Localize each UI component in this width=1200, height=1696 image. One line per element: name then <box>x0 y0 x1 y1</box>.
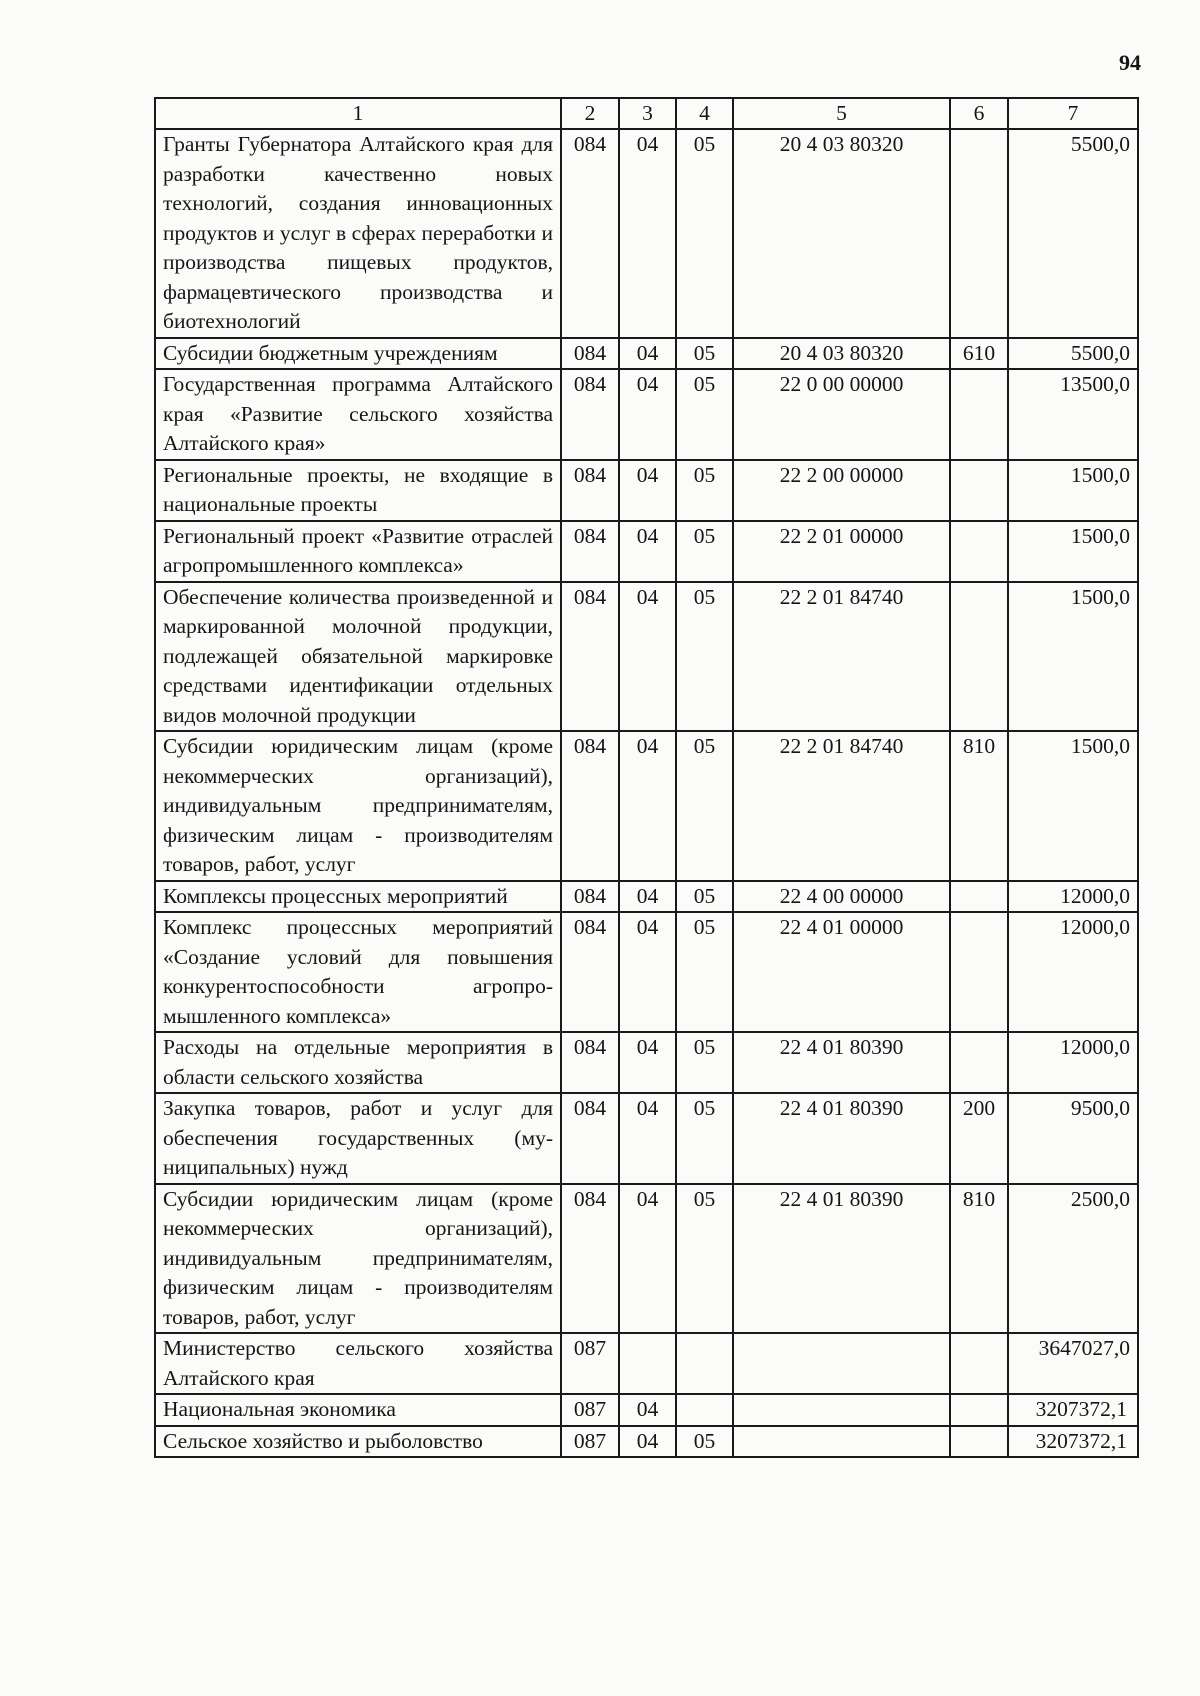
row-expense-type <box>950 881 1008 913</box>
row-section: 04 <box>619 731 676 881</box>
row-ministry: 084 <box>561 1093 619 1184</box>
budget-table <box>154 97 1139 1458</box>
row-subsection: 05 <box>676 912 733 1032</box>
row-amount: 2500,0 <box>1008 1184 1138 1334</box>
row-amount: 5500,0 <box>1008 338 1138 370</box>
row-ministry: 084 <box>561 369 619 460</box>
row-name: Субсидии юридическим лицам (кроме некоммерческих организаций), индивидуальным предпринимателям, физическим лицам - производителям товаров, работ, услуг <box>155 731 561 881</box>
row-expense-type: 200 <box>950 1093 1008 1184</box>
row-section: 04 <box>619 582 676 732</box>
table-row <box>155 1093 1138 1184</box>
row-target-article: 22 4 01 00000 <box>733 912 950 1032</box>
row-expense-type: 810 <box>950 731 1008 881</box>
row-section: 04 <box>619 369 676 460</box>
row-target-article: 22 4 01 80390 <box>733 1093 950 1184</box>
row-name: Комплексы процессных мероприятий <box>155 881 561 913</box>
row-target-article: 22 0 00 00000 <box>733 369 950 460</box>
row-ministry: 084 <box>561 582 619 732</box>
row-name: Закупка товаров, работ и услуг для обеспечения государственных (муниципальных) нужд <box>155 1093 561 1184</box>
row-ministry: 084 <box>561 460 619 521</box>
table-row <box>155 1426 1138 1458</box>
header-row <box>155 98 1138 129</box>
row-ministry: 084 <box>561 521 619 582</box>
table-row <box>155 912 1138 1032</box>
row-expense-type <box>950 129 1008 338</box>
row-name: Региональные проекты, не входящие в национальные проекты <box>155 460 561 521</box>
row-target-article: 20 4 03 80320 <box>733 129 950 338</box>
row-name: Национальная экономика <box>155 1394 561 1426</box>
row-ministry: 084 <box>561 912 619 1032</box>
row-amount: 5500,0 <box>1008 129 1138 338</box>
row-section: 04 <box>619 460 676 521</box>
row-target-article <box>733 1333 950 1394</box>
column-header-section: 3 <box>619 98 676 129</box>
row-amount: 1500,0 <box>1008 731 1138 881</box>
row-subsection: 05 <box>676 881 733 913</box>
row-amount: 9500,0 <box>1008 1093 1138 1184</box>
row-ministry: 084 <box>561 338 619 370</box>
row-target-article <box>733 1394 950 1426</box>
row-ministry: 084 <box>561 881 619 913</box>
row-amount: 3207372,1 <box>1008 1394 1138 1426</box>
row-target-article: 22 4 01 80390 <box>733 1184 950 1334</box>
table-row <box>155 129 1138 338</box>
row-name: Комплекс процессных мероприятий «Создание условий для повышения конкурентоспособности агропромышленного комплекса» <box>155 912 561 1032</box>
row-subsection: 05 <box>676 369 733 460</box>
row-name: Сельское хозяйство и рыболовство <box>155 1426 561 1458</box>
table-row <box>155 369 1138 460</box>
table-row <box>155 1333 1138 1394</box>
column-header-target-article: 5 <box>733 98 950 129</box>
page-number: 94 <box>1119 50 1141 75</box>
row-section: 04 <box>619 1394 676 1426</box>
row-name: Субсидии юридическим лицам (кроме некоммерческих организаций), индивидуальным предпринимателям, физическим лицам - производителям товаров, работ, услуг <box>155 1184 561 1334</box>
row-section: 04 <box>619 1032 676 1093</box>
row-expense-type: 610 <box>950 338 1008 370</box>
row-target-article: 20 4 03 80320 <box>733 338 950 370</box>
row-section: 04 <box>619 521 676 582</box>
row-ministry: 084 <box>561 1184 619 1334</box>
row-subsection <box>676 1333 733 1394</box>
row-subsection: 05 <box>676 582 733 732</box>
row-subsection <box>676 1394 733 1426</box>
row-ministry: 084 <box>561 731 619 881</box>
row-amount: 1500,0 <box>1008 521 1138 582</box>
row-subsection: 05 <box>676 129 733 338</box>
row-expense-type <box>950 582 1008 732</box>
row-name: Субсидии бюджетным учреждениям <box>155 338 561 370</box>
row-section: 04 <box>619 881 676 913</box>
row-subsection: 05 <box>676 521 733 582</box>
row-name: Обеспечение количества произведенной и маркированной молочной продукции, подлежащей обязательной маркировке средствами идентификации отдельных видов молочной продукции <box>155 582 561 732</box>
row-expense-type <box>950 1426 1008 1458</box>
row-expense-type <box>950 1333 1008 1394</box>
row-target-article: 22 2 01 84740 <box>733 731 950 881</box>
row-name: Гранты Губернатора Алтайского края для разработки качественно новых технологий, создания инновационных продуктов и услуг в сферах переработки и производства пищевых продуктов, фармацевтического производства и биотехнологий <box>155 129 561 338</box>
row-section: 04 <box>619 1426 676 1458</box>
row-subsection: 05 <box>676 338 733 370</box>
column-header-expense-type: 6 <box>950 98 1008 129</box>
row-expense-type <box>950 369 1008 460</box>
table-row <box>155 731 1138 881</box>
row-target-article: 22 2 01 84740 <box>733 582 950 732</box>
row-target-article: 22 4 01 80390 <box>733 1032 950 1093</box>
table-row <box>155 881 1138 913</box>
row-section: 04 <box>619 129 676 338</box>
row-ministry: 087 <box>561 1333 619 1394</box>
row-ministry: 087 <box>561 1394 619 1426</box>
row-name: Министерство сельского хозяйства Алтайского края <box>155 1333 561 1394</box>
row-amount: 13500,0 <box>1008 369 1138 460</box>
column-header-ministry: 2 <box>561 98 619 129</box>
column-header-amount: 7 <box>1008 98 1138 129</box>
row-target-article <box>733 1426 950 1458</box>
row-amount: 1500,0 <box>1008 582 1138 732</box>
column-header-subsection: 4 <box>676 98 733 129</box>
row-name: Расходы на отдельные мероприятия в области сельского хозяйства <box>155 1032 561 1093</box>
row-ministry: 084 <box>561 129 619 338</box>
row-expense-type <box>950 912 1008 1032</box>
table-row <box>155 338 1138 370</box>
row-amount: 3207372,1 <box>1008 1426 1138 1458</box>
row-amount: 12000,0 <box>1008 1032 1138 1093</box>
row-target-article: 22 4 00 00000 <box>733 881 950 913</box>
row-ministry: 084 <box>561 1032 619 1093</box>
row-amount: 12000,0 <box>1008 881 1138 913</box>
row-target-article: 22 2 00 00000 <box>733 460 950 521</box>
table-row <box>155 1032 1138 1093</box>
row-section: 04 <box>619 338 676 370</box>
row-name: Региональный проект «Развитие отраслей агропромышленного комплекса» <box>155 521 561 582</box>
row-subsection: 05 <box>676 460 733 521</box>
row-subsection: 05 <box>676 1032 733 1093</box>
table-row <box>155 1394 1138 1426</box>
row-subsection: 05 <box>676 731 733 881</box>
table-row <box>155 521 1138 582</box>
column-header-name: 1 <box>155 98 561 129</box>
row-amount: 1500,0 <box>1008 460 1138 521</box>
row-expense-type <box>950 521 1008 582</box>
row-subsection: 05 <box>676 1184 733 1334</box>
row-amount: 3647027,0 <box>1008 1333 1138 1394</box>
row-subsection: 05 <box>676 1426 733 1458</box>
row-target-article: 22 2 01 00000 <box>733 521 950 582</box>
table-row <box>155 1184 1138 1334</box>
table-row <box>155 582 1138 732</box>
row-ministry: 087 <box>561 1426 619 1458</box>
row-section: 04 <box>619 1093 676 1184</box>
row-expense-type: 810 <box>950 1184 1008 1334</box>
row-name: Государственная программа Алтайского края «Развитие сельского хозяйства Алтайского края» <box>155 369 561 460</box>
row-expense-type <box>950 460 1008 521</box>
row-amount: 12000,0 <box>1008 912 1138 1032</box>
row-expense-type <box>950 1394 1008 1426</box>
row-section <box>619 1333 676 1394</box>
row-expense-type <box>950 1032 1008 1093</box>
row-section: 04 <box>619 1184 676 1334</box>
row-section: 04 <box>619 912 676 1032</box>
row-subsection: 05 <box>676 1093 733 1184</box>
table-row <box>155 460 1138 521</box>
